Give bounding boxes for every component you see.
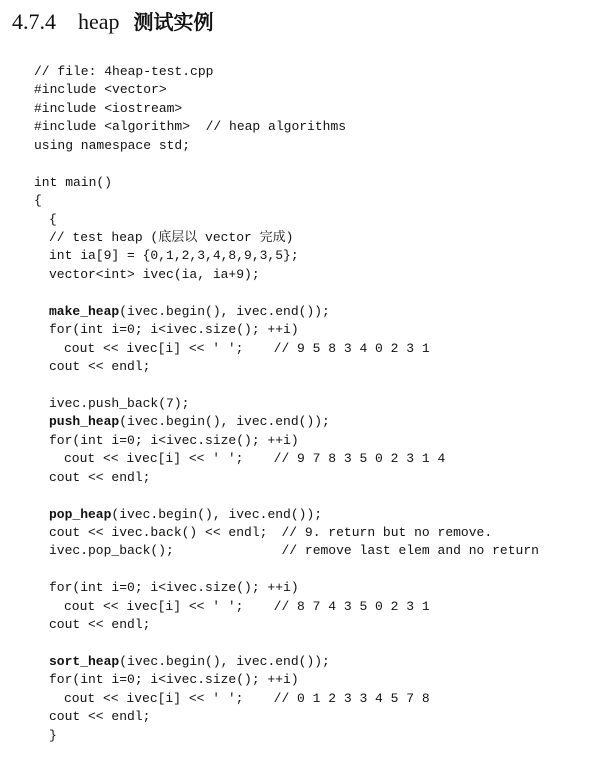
code-body: #include <algorithm> // heap algorithms: [34, 119, 347, 135]
code-text: [49, 395, 189, 413]
code-text: [49, 653, 330, 671]
code-text: [49, 358, 150, 376]
code-body: cout << endl;: [49, 359, 151, 374]
code-text: [49, 469, 150, 487]
code-body: for(int i=0; i<ivec.size(); ++i): [49, 672, 299, 688]
section-keyword: heap: [78, 9, 120, 34]
code-body: {: [34, 193, 42, 209]
code-text: [64, 690, 243, 708]
code-text: [49, 727, 57, 745]
code-text: [49, 413, 330, 431]
code-text: [49, 506, 322, 524]
code-body: (ivec.begin(), ivec.end());: [119, 414, 330, 430]
output-comment: // 9. return but no remove.: [281, 524, 493, 540]
code-body: for(int i=0; i<ivec.size(); ++i): [49, 432, 299, 448]
code-text: [49, 247, 299, 265]
code-body: (ivec.begin(), ivec.end());: [111, 506, 323, 522]
code-body: cout << ivec[i] << ' ';: [64, 451, 244, 467]
code-body: cout << endl;: [49, 709, 151, 725]
code-body: // test heap (底层以 vector 完成): [49, 229, 294, 245]
function-keyword: push_heap: [49, 414, 120, 430]
code-text: [64, 340, 243, 358]
code-body: for(int i=0; i<ivec.size(); ++i): [49, 322, 299, 338]
code-text: [49, 432, 299, 450]
code-text: [34, 137, 190, 155]
code-body: int main(): [34, 174, 113, 190]
section-heading: [12, 6, 214, 35]
code-body: #include <iostream>: [34, 100, 183, 116]
code-body: }: [49, 727, 57, 743]
code-body: cout << endl;: [49, 617, 151, 633]
function-keyword: make_heap: [49, 303, 120, 319]
code-text: [64, 450, 243, 468]
code-text: [34, 63, 213, 81]
code-text: [49, 303, 330, 321]
code-body: using namespace std;: [34, 137, 191, 153]
code-text: [34, 174, 112, 192]
code-body: (ivec.begin(), ivec.end());: [119, 303, 330, 319]
code-text: [49, 708, 150, 726]
code-body: cout << ivec[i] << ' ';: [64, 340, 244, 356]
code-text: [49, 266, 260, 284]
code-body: cout << ivec[i] << ' ';: [64, 598, 244, 614]
code-text: [49, 542, 174, 560]
code-body: vector<int> ivec(ia, ia+9);: [49, 266, 260, 282]
output-comment: // remove last elem and no return: [281, 543, 539, 559]
output-comment: // 0 1 2 3 3 4 5 7 8: [273, 690, 430, 706]
function-keyword: pop_heap: [49, 506, 112, 522]
code-text: [34, 118, 346, 136]
code-body: cout << ivec.back() << endl;: [49, 524, 268, 540]
code-text: [64, 598, 243, 616]
output-comment: // 8 7 4 3 5 0 2 3 1: [273, 598, 430, 614]
output-comment: // 9 7 8 3 5 0 2 3 1 4: [273, 451, 446, 467]
code-body: {: [49, 211, 57, 227]
output-comment: // 9 5 8 3 4 0 2 3 1: [273, 340, 430, 356]
code-body: ivec.push_back(7);: [49, 395, 190, 411]
code-text: [49, 671, 299, 689]
code-text: [49, 211, 57, 229]
code-body: for(int i=0; i<ivec.size(); ++i): [49, 580, 299, 596]
code-text: [34, 81, 167, 99]
code-text: [49, 229, 293, 247]
code-body: // file: 4heap-test.cpp: [34, 64, 214, 79]
code-body: ivec.pop_back();: [49, 543, 174, 559]
section-number: 4.7.4: [12, 9, 56, 34]
code-body: int ia[9] = {0,1,2,3,4,8,9,3,5};: [49, 248, 299, 264]
code-body: #include <vector>: [34, 82, 167, 98]
code-body: cout << ivec[i] << ' ';: [64, 690, 244, 706]
code-text: [34, 100, 182, 118]
function-keyword: sort_heap: [49, 654, 120, 669]
code-text: [49, 579, 299, 597]
code-body: (ivec.begin(), ivec.end());: [119, 654, 330, 669]
code-text: [49, 321, 299, 339]
section-title: 测试实例: [133, 10, 214, 34]
code-text: [49, 524, 267, 542]
code-body: cout << endl;: [49, 469, 151, 485]
code-text: [34, 192, 42, 210]
code-text: [49, 616, 150, 634]
